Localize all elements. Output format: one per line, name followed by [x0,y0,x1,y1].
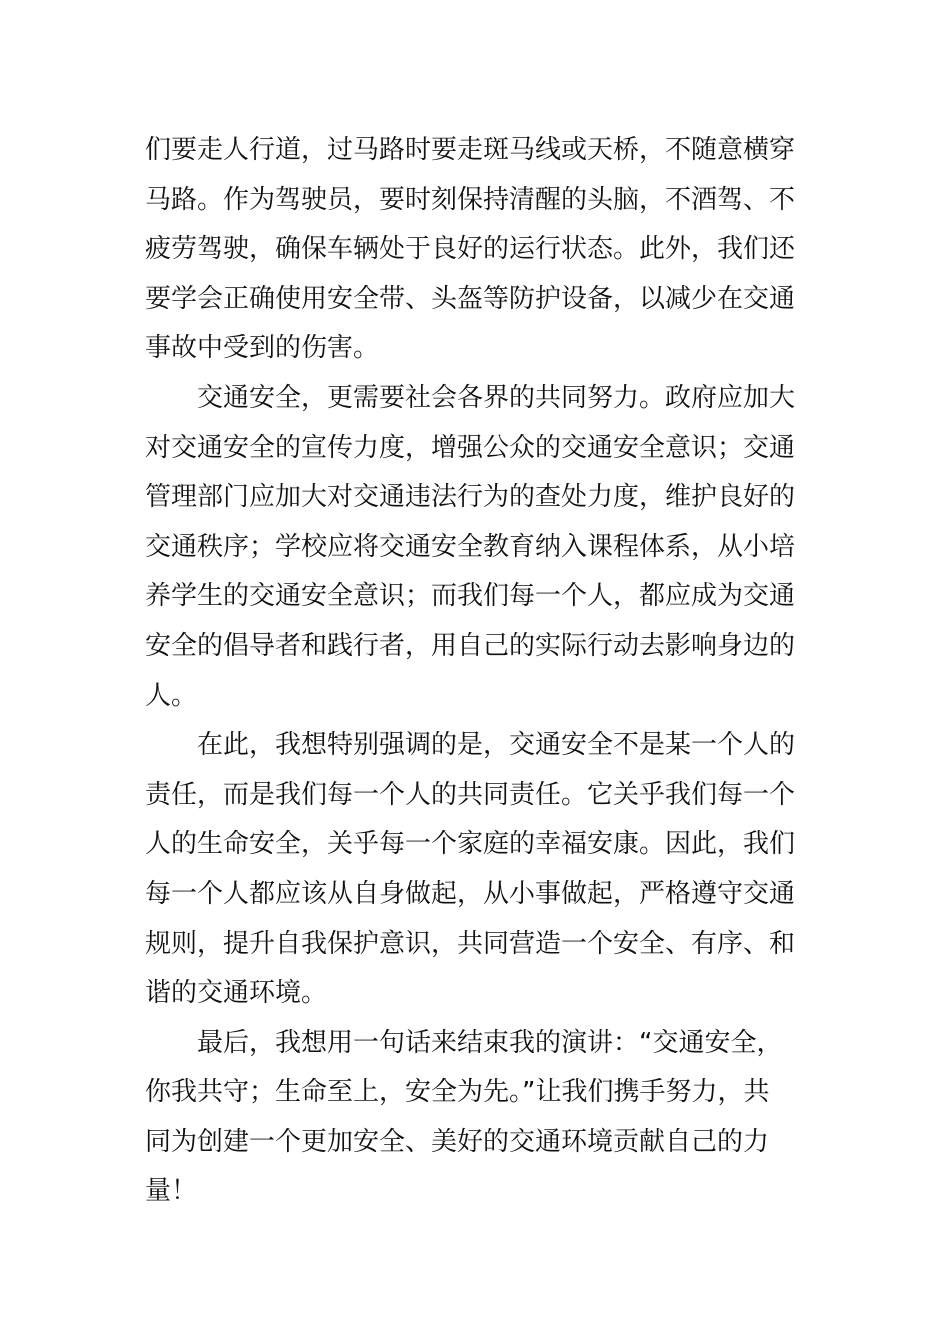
text-line: 规则，提升自我保护意识，共同营造一个安全、有序、和 [145,928,796,959]
text-line: 安全的倡导者和践行者，用自己的实际行动去影响身边的 [145,630,796,661]
text-line: 交通秩序；学校应将交通安全教育纳入课程体系，从小培 [145,531,796,562]
text-line: 你我共守；生命至上，安全为先。”让我们携手努力，共 [145,1077,770,1108]
text-line: 人。 [145,680,198,711]
paragraph-first-line: 最后，我想用一句话来结束我的演讲：“交通安全， [197,1027,783,1058]
text-line: 谐的交通环境。 [145,978,328,1009]
text-line: 对交通安全的宣传力度，增强公众的交通安全意识；交通 [145,432,796,463]
text-line: 马路。作为驾驶员，要时刻保持清醒的头脑，不酒驾、不 [145,184,796,215]
text-line: 们要走人行道，过马路时要走斑马线或天桥，不随意横穿 [145,135,796,165]
text-line: 养学生的交通安全意识；而我们每一个人，都应成为交通 [145,581,796,612]
text-line: 管理部门应加大对交通违法行为的查处力度，维护良好的 [145,482,796,513]
text-line: 量！ [145,1176,198,1207]
document-body [145,126,796,1217]
text-line: 事故中受到的伤害。 [145,333,380,364]
text-line: 同为创建一个更加安全、美好的交通环境贡献自己的力 [145,1126,770,1157]
text-line: 人的生命安全，关乎每一个家庭的幸福安康。因此，我们 [145,829,796,860]
text-line: 责任，而是我们每一个人的共同责任。它关乎我们每一个 [145,779,796,810]
text-line: 疲劳驾驶，确保车辆处于良好的运行状态。此外，我们还 [145,234,796,265]
paragraph-first-line: 交通安全，更需要社会各界的共同努力。政府应加大 [197,382,796,413]
paragraph-first-line: 在此，我想特别强调的是，交通安全不是某一个人的 [197,730,796,761]
text-line: 要学会正确使用安全带、头盔等防护设备，以减少在交通 [145,283,796,314]
text-line: 每一个人都应该从自身做起，从小事做起，严格遵守交通 [145,878,796,909]
